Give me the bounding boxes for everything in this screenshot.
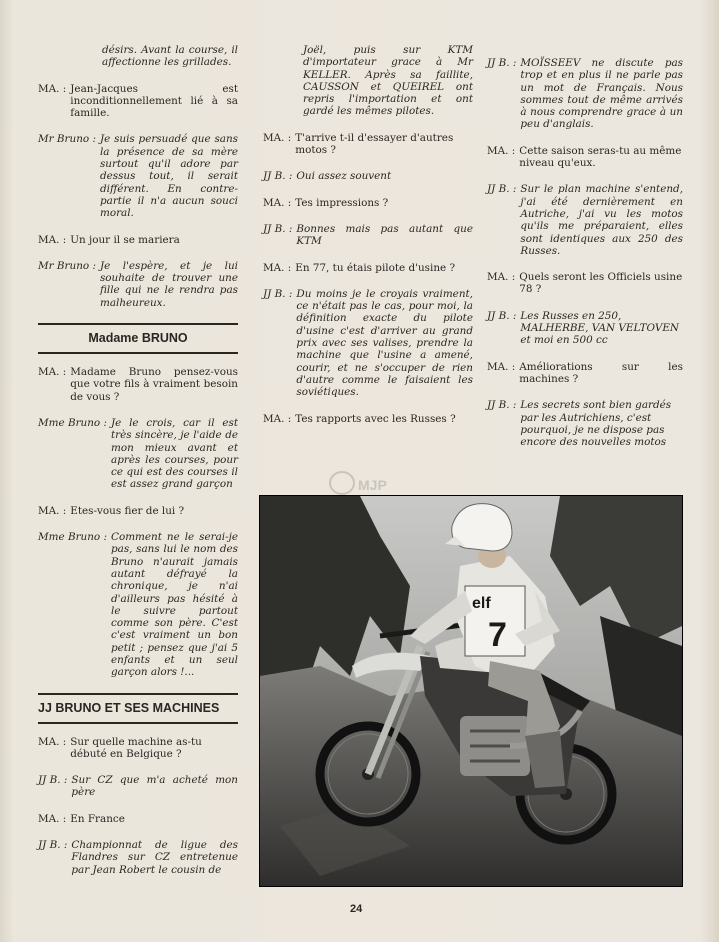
speaker-label: MA. : (38, 233, 67, 246)
speaker-label: MA. : (487, 360, 516, 373)
page-number: 24 (350, 903, 363, 915)
interview-entry (487, 271, 683, 296)
watermark-logo (328, 470, 390, 496)
interview-text: Améliorations sur les machines ? (519, 360, 683, 385)
speaker-label: MA. : (263, 412, 292, 425)
bib-number: 7 (488, 616, 507, 654)
watermark-text: MJP (358, 477, 387, 493)
interview-entry (38, 774, 238, 799)
bib-sponsor: elf (472, 595, 491, 612)
interview-text: Bonnes mais pas autant que KTM (296, 222, 473, 248)
interview-entry (38, 260, 238, 309)
interview-entry (487, 361, 683, 386)
interview-text: Comment ne le serai-je pas, sans lui le nom des Bruno n'aurait jamais autant défrayé la chronique, je n'ai d'ailleurs pas hésité à le suivre partout comme son père. C'est c'est vraiment un bon petit ; pensez que j'ai 5 enfants et un seul garçon alors !... (111, 531, 238, 679)
speaker-label: JJ B. : (487, 399, 517, 412)
interview-text: Sur le plan machine s'entend, j'ai été dernièrement en Autriche, j'ai vu les motos qu'ils me préparaient, elles sont identiques aux 250 des Russes. (520, 183, 683, 257)
interview-text: Un jour il se mariera (70, 233, 180, 246)
interview-text: En France (70, 812, 125, 825)
speaker-label: MA. : (38, 735, 67, 748)
interview-text: Oui assez souvent (296, 170, 392, 183)
speaker-label: Mme Bruno : (38, 416, 107, 429)
paragraph-continuation: désirs. Avant la course, il affectionne les grillades. (102, 44, 238, 69)
column-1 (38, 44, 238, 890)
interview-entry (38, 813, 238, 825)
speaker-label: MA. : (487, 144, 516, 157)
interview-entry (263, 223, 473, 248)
speaker-label: MA. : (263, 196, 292, 209)
speaker-label: MA. : (38, 82, 67, 95)
interview-entry (38, 736, 238, 761)
speaker-label: Mme Bruno : (38, 531, 107, 544)
column-2 (263, 44, 473, 439)
interview-entry (263, 262, 473, 274)
interview-entry (487, 145, 683, 170)
interview-text: Tes rapports avec les Russes ? (295, 412, 456, 425)
interview-entry (263, 413, 473, 425)
interview-entry (38, 234, 238, 246)
interview-entry (38, 366, 238, 403)
interview-entry (263, 288, 473, 399)
interview-text: Jean-Jacques est inconditionnellement lié à sa famille. (70, 82, 238, 120)
speaker-label: JJ B. : (487, 57, 517, 69)
speaker-label: MA. : (38, 366, 67, 379)
interview-text: Sur CZ que m'a acheté mon père (71, 774, 238, 799)
interview-text: T'arrive t-il d'essayer d'autres motos ? (295, 131, 454, 157)
speaker-label: MA. : (38, 504, 67, 517)
speaker-label: JJ B. : (263, 170, 293, 183)
speaker-label: JJ B. : (263, 287, 293, 300)
interview-text: Les secrets sont bien gardés par les Autrichiens, c'est pourquoi, je ne dispose pas encore des nouvelles motos (520, 399, 672, 449)
speaker-label: MA. : (263, 261, 292, 274)
speaker-label: Mr Bruno : (38, 259, 96, 272)
speaker-label: JJ B. : (263, 222, 293, 235)
interview-entry (487, 399, 683, 448)
column-3 (487, 57, 683, 462)
interview-entry (38, 417, 238, 491)
speaker-label: Mr Bruno : (38, 133, 96, 146)
interview-text: Je suis persuadé que sans la présence de sa mère surtout qu'il adore par dessus tout, il serait différent. En contre-partie il n'a aucun souci moral. (99, 133, 238, 220)
section-heading: JJ BRUNO ET SES MACHINES (38, 693, 238, 724)
interview-text: Cette saison seras-tu au même niveau qu'eux. (519, 144, 682, 170)
interview-text: Quels seront les Officiels usine 78 ? (519, 271, 683, 296)
interview-entry (38, 531, 238, 679)
interview-entry (38, 133, 238, 219)
speaker-label: JJ B. : (38, 774, 68, 787)
interview-text: Sur quelle machine as-tu débuté en Belgique ? (70, 735, 202, 760)
speaker-label: MA. : (487, 271, 516, 284)
interview-entry (263, 197, 473, 209)
interview-text: Du moins je le croyais vraiment, ce n'était pas le cas, pour moi, la définition exacte du pilote d'usine c'est d'arriver au grand prix avec ses valises, prendre la machine que l'usine a amené, courir, et ne s'occuper de rien d'autre comme le faisaient les soviétiques. (296, 287, 473, 399)
interview-text: Etes-vous fier de lui ? (70, 504, 185, 517)
interview-text: Tes impressions ? (295, 196, 389, 209)
speaker-label: MA. : (38, 812, 67, 825)
speaker-label: MA. : (263, 131, 292, 144)
interview-text: En 77, tu étais pilote d'usine ? (295, 261, 456, 274)
interview-text: Championnat de ligue des Flandres sur CZ entretenue par Jean Robert le cousin de (71, 839, 238, 876)
interview-entry (38, 839, 238, 876)
section-heading: Madame BRUNO (38, 323, 238, 354)
motocross-photo (259, 495, 683, 887)
paragraph-continuation: Joël, puis sur KTM d'importateur grace à Mr KELLER. Après sa faillite, CAUSSON et QUEIREL ont repris l'importation et ont gardé les mêmes pilotes. (303, 44, 473, 118)
interview-entry (487, 57, 683, 131)
interview-text: Je l'espère, et je lui souhaite de trouver une fille qui ne le rendra pas malheureux. (99, 259, 238, 309)
interview-entry (263, 170, 473, 182)
speaker-label: JJ B. : (487, 309, 517, 322)
interview-text: Madame Bruno pensez-vous que votre fils à vraiment besoin de vous ? (70, 366, 238, 403)
interview-entry (487, 310, 683, 347)
interview-text: MOÏSSEEV ne discute pas trop et en plus il ne parle pas un mot de Français. Nous sommes tout de même arrivés à nous comprendre grace à un peu d'anglais. (520, 57, 683, 131)
interview-entry (38, 83, 238, 120)
interview-text: Les Russes en 250, MALHERBE, VAN VELTOVEN et moi en 500 cc (520, 309, 680, 347)
rider-illustration (260, 496, 682, 886)
interview-entry (263, 132, 473, 157)
interview-entry (487, 183, 683, 257)
interview-text: Je le crois, car il est très sincère, je l'aide de mon mieux avant et après les courses, pour ce qui est des courses il est assez grand garçon (111, 416, 238, 491)
interview-entry (38, 505, 238, 517)
speaker-label: JJ B. : (487, 183, 517, 196)
speaker-label: JJ B. : (38, 839, 68, 852)
